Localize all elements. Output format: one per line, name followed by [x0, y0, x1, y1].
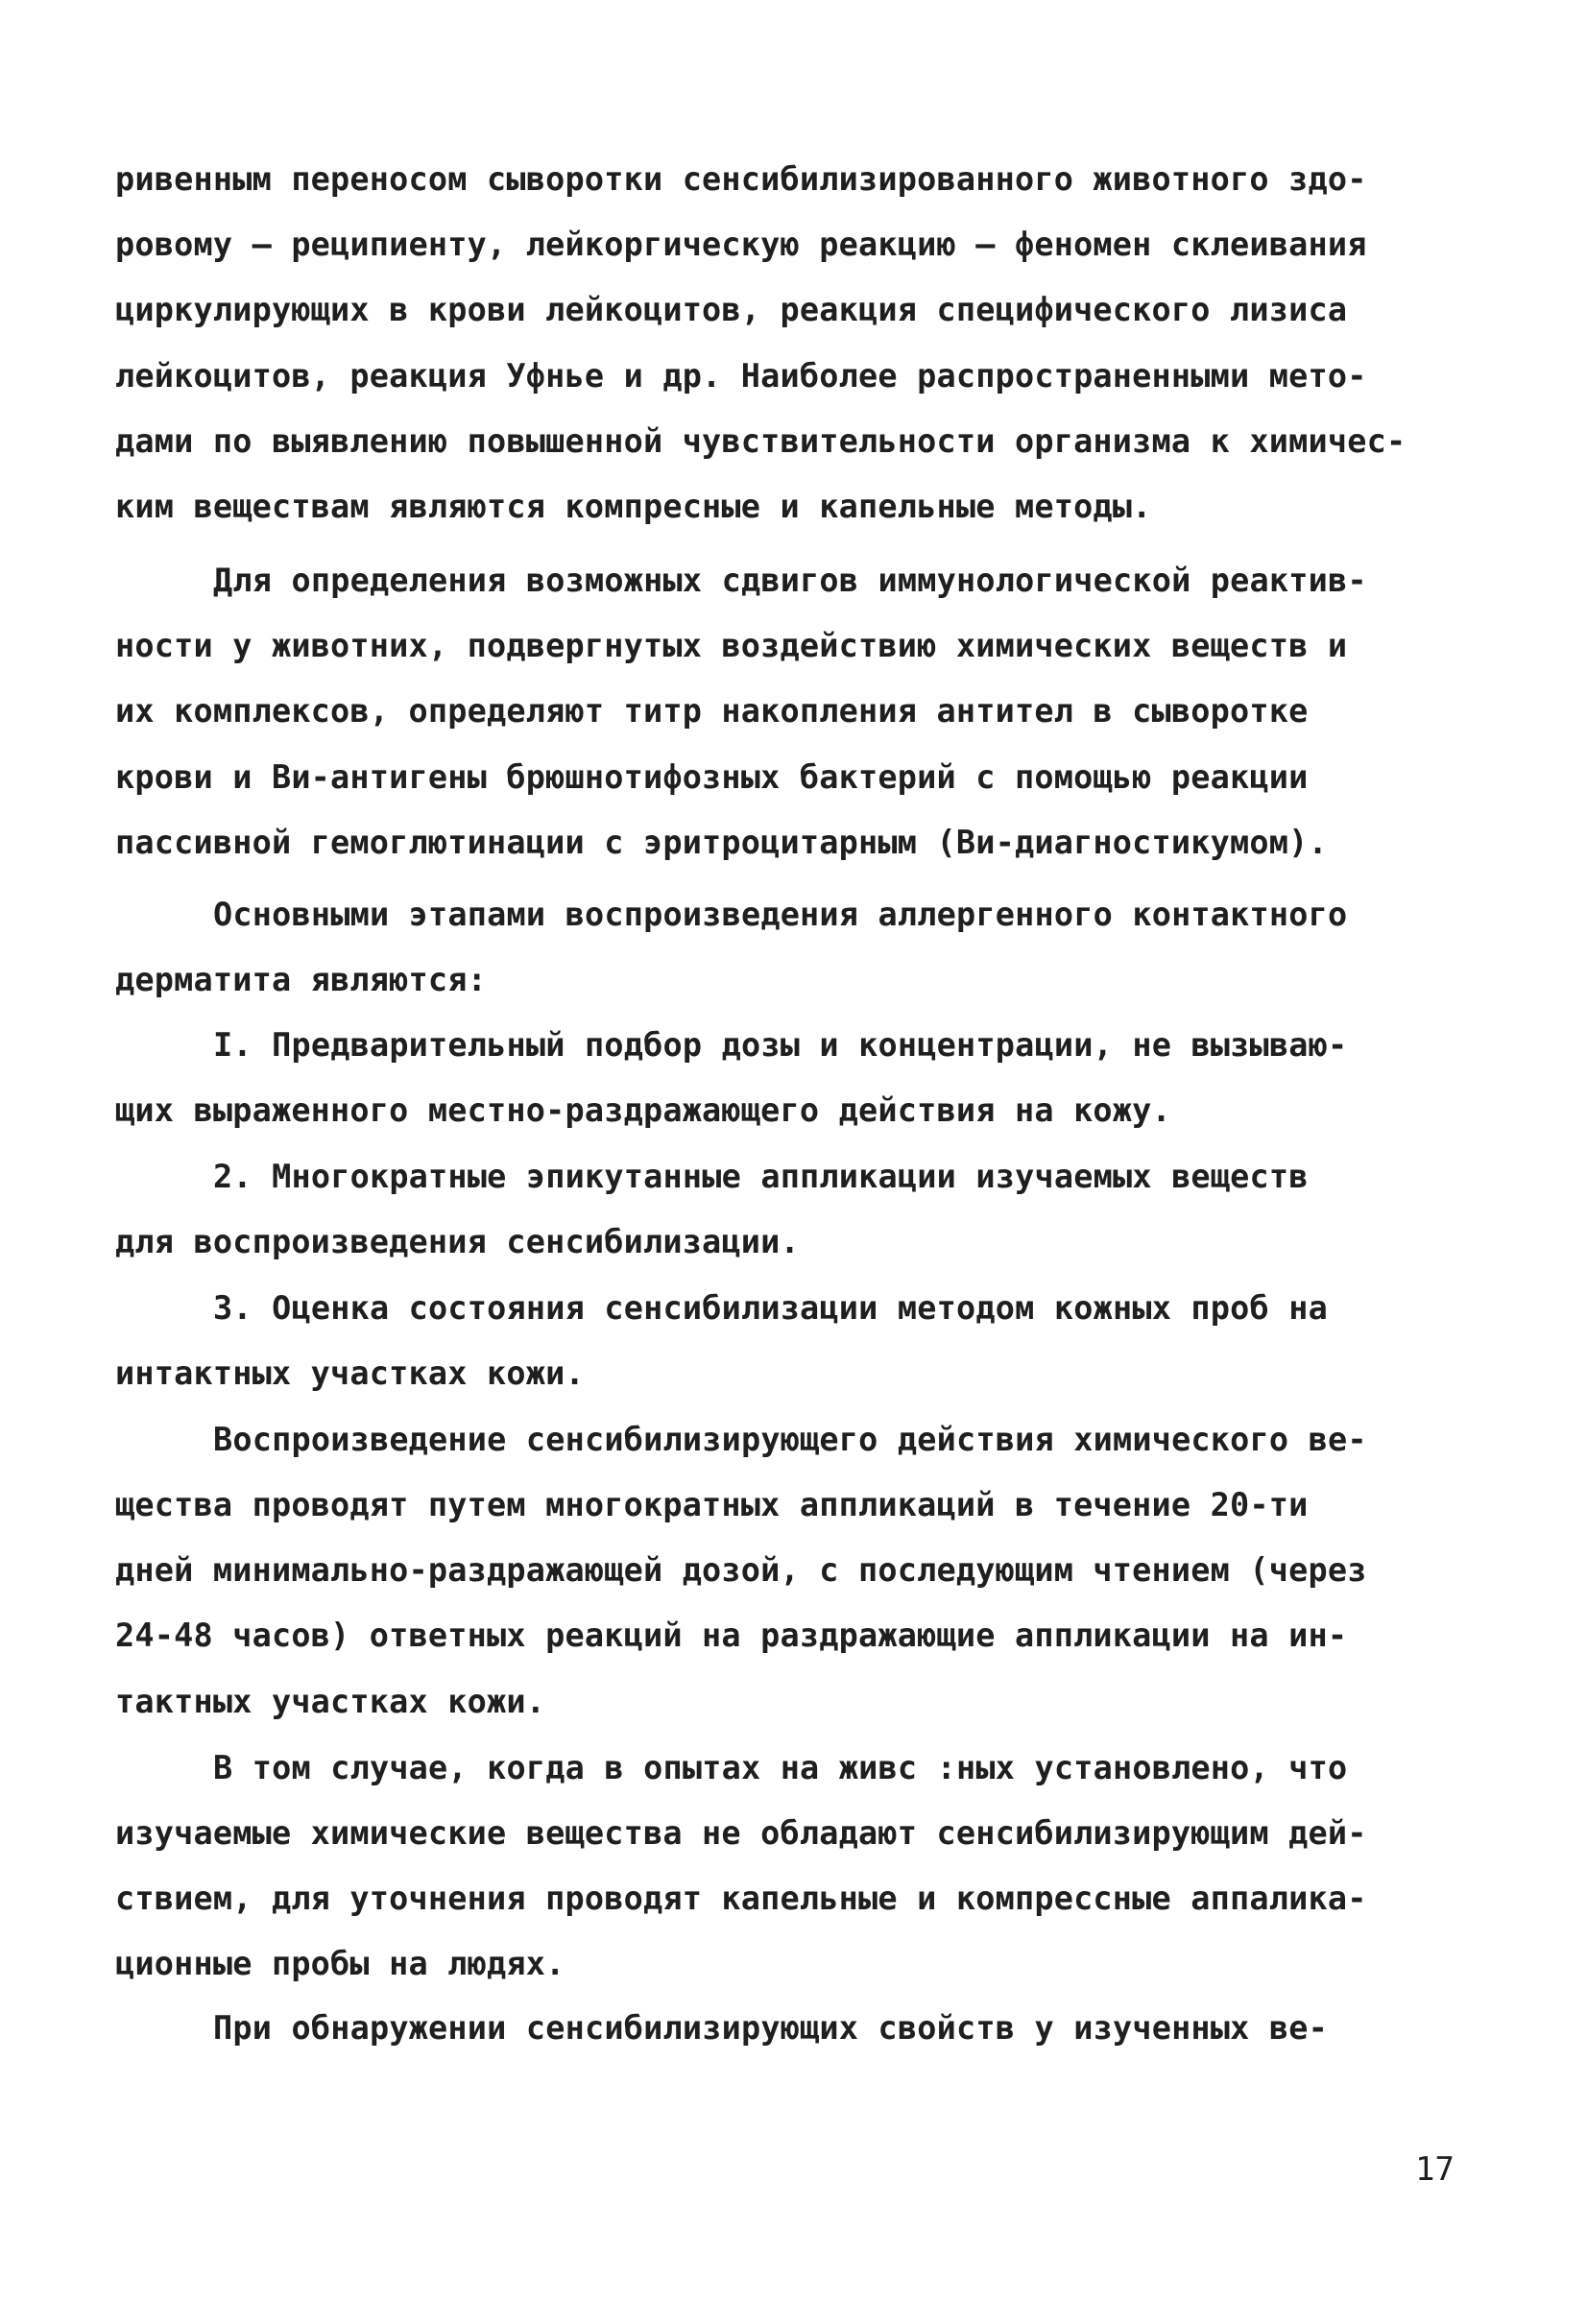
text-line: для воспроизведения сенсибилизации. — [115, 1223, 800, 1260]
text-line: дней минимально-раздражающей дозой, с последующим чтением (через — [115, 1551, 1367, 1589]
paragraph-first-line: Для определения возможных сдвигов иммунологической реактив- — [213, 562, 1367, 599]
paragraph-first-line: Основными этапами воспроизведения аллергенного контактного — [213, 896, 1348, 933]
text-line: дами по выявлению повышенной чувствительности организма к химичес- — [115, 422, 1407, 460]
text-line: пассивной гемоглютинации с эритроцитарным (Ви-диагностикумом). — [115, 824, 1328, 861]
text-line: изучаемые химические вещества не обладают сенсибилизирующим дей- — [115, 1814, 1367, 1852]
list-item-3: 3. Оценка состояния сенсибилизации методом кожных проб на — [213, 1289, 1329, 1327]
text-line: ционные пробы на людях. — [115, 1945, 565, 1982]
text-line: ности у животних, подвергнутых воздействию химических веществ и — [115, 627, 1348, 664]
text-line: циркулирующих в крови лейкоцитов, реакция специфического лизиса — [115, 291, 1348, 328]
text-line: тактных участках кожи. — [115, 1683, 546, 1720]
text-line: ким веществам являются компресные и капельные методы. — [115, 488, 1152, 525]
paragraph-first-line: В том случае, когда в опытах на живс :ных установлено, что — [213, 1749, 1348, 1786]
list-item-2: 2. Многократные эпикутанные аппликации изучаемых веществ — [213, 1158, 1309, 1195]
text-line: щих выраженного местно-раздражающего действия на кожу. — [115, 1091, 1171, 1129]
text-line: ровому – реципиенту, лейкоргическую реакцию – феномен склеивания — [115, 226, 1367, 263]
text-line: крови и Ви-антигены брюшнотифозных бактерий с помощью реакции — [115, 758, 1309, 796]
text-line: лейкоцитов, реакция Уфнье и др. Наиболее распространенными мето- — [115, 357, 1367, 395]
text-line: интактных участках кожи. — [115, 1354, 585, 1392]
paragraph-first-line: При обнаружении сенсибилизирующих свойств у изученных ве- — [213, 2009, 1329, 2047]
text-line: щества проводят путем многократных аппликаций в течение 20-ти — [115, 1486, 1309, 1523]
page-number: 17 — [1415, 2150, 1455, 2189]
text-line: дерматита являются: — [115, 961, 488, 998]
text-line: их комплексов, определяют титр накопления антител в сыворотке — [115, 692, 1309, 730]
list-item-1: I. Предварительный подбор дозы и концентрации, не вызываю- — [213, 1026, 1348, 1064]
paragraph-first-line: Воспроизведение сенсибилизирующего действия химического ве- — [213, 1421, 1367, 1458]
text-line: 24-48 часов) ответных реакций на раздражающие аппликации на ин- — [115, 1617, 1348, 1654]
text-line: ривенным переносом сыворотки сенсибилизированного животного здо- — [115, 160, 1367, 198]
text-line: ствием, для уточнения проводят капельные и компрессные аппалика- — [115, 1880, 1367, 1917]
